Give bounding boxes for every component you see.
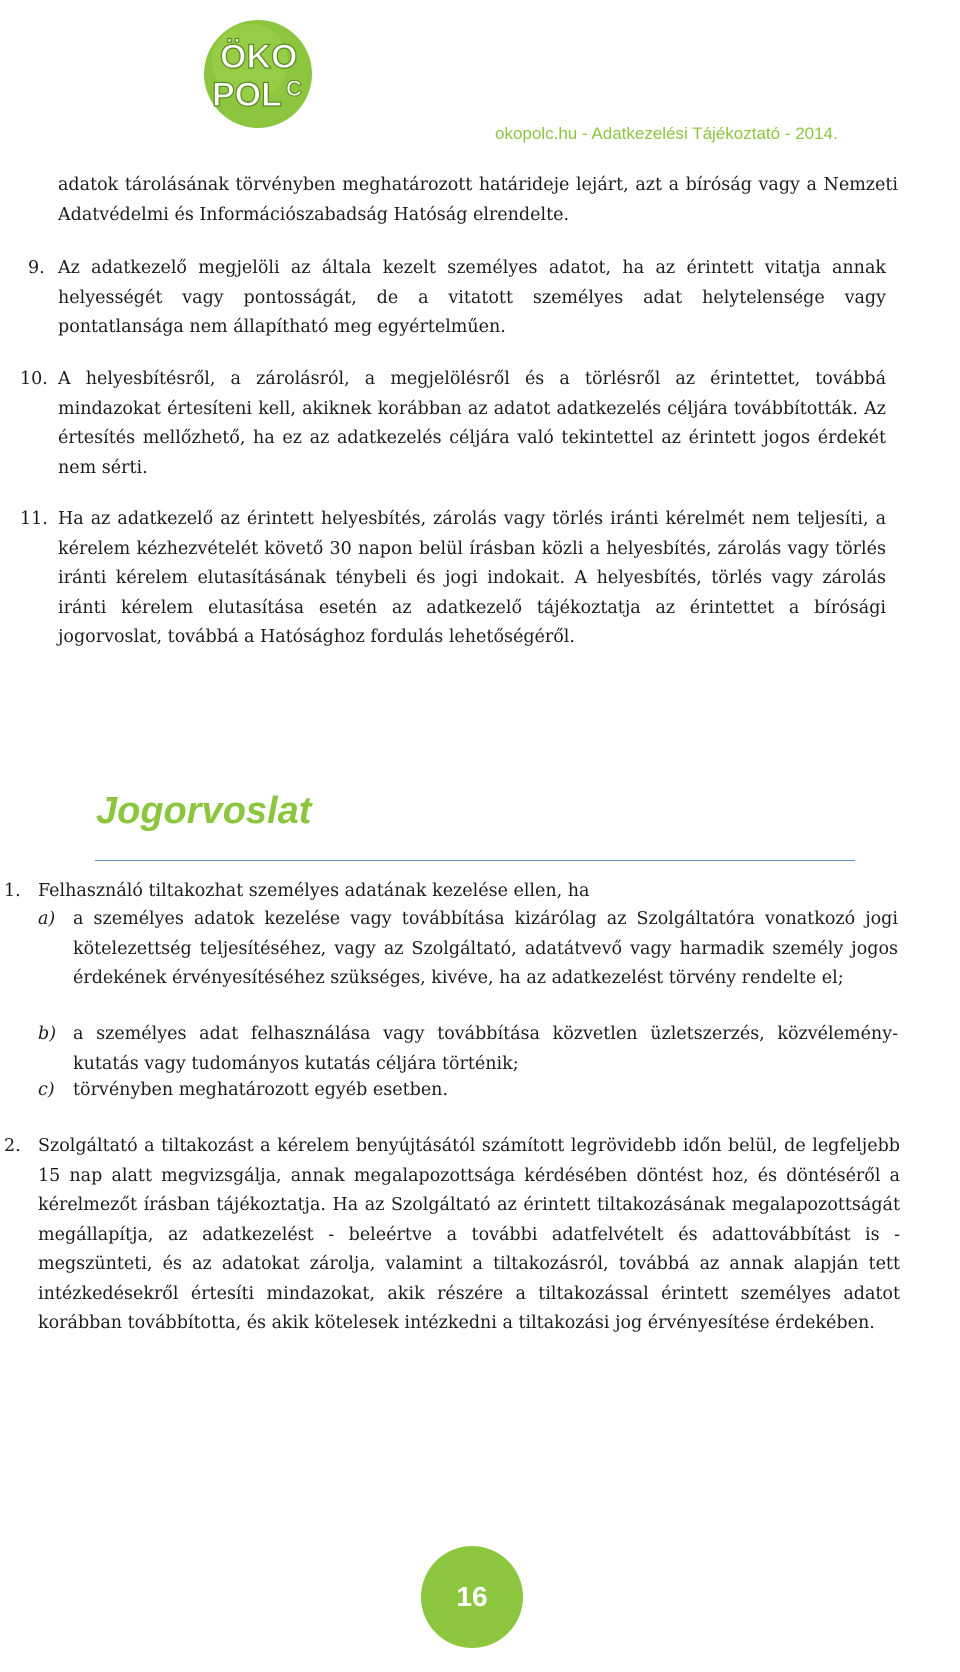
okopolc-logo [190, 18, 332, 130]
subitem-letter: b) [38, 1024, 57, 1044]
title-underline [95, 860, 855, 861]
header-title: okopolc.hu - Adatkezelési Tájékoztató - 2014. [495, 124, 838, 143]
subitem-letter: c) [38, 1080, 55, 1100]
subitem-text: a személyes adat felhasználása vagy továbbítása közvetlen üzletszerzés, közvélemény-kutatás vagy tudományos kutatás céljára történik; [73, 1024, 898, 1074]
item-number: 2. [4, 1136, 21, 1156]
list-item-text: Az adatkezelő megjelöli az általa kezelt személyes adatot, ha az érintett vitatja annak helyességét vagy pontosságát, de a vitatott személyes adat helytelensége vagy pontatlansága nem állapítható meg egyértelműen. [58, 258, 886, 337]
list-item-text: Ha az adatkezelő az érintett helyesbítés, zárolás vagy törlés iránti kérelmét nem teljesíti, a kérelem kézhezvételét követő 30 napon belül írásban közli a helyesbítés, zárolás vagy törlés iránti kérelem elutasításának ténybeli és jogi indokait. A helyesbítés, törlés vagy zárolás iránti kérelem elutasítása esetén az adatkezelő tájékoztatja az érintettet a bírósági jogorvoslat, továbbá a Hatósághoz fordulás lehetőségéről. [58, 509, 886, 647]
item-number: 11. [20, 509, 48, 529]
list-item-text: Felhasználó tiltakozhat személyes adatának kezelése ellen, ha [38, 881, 590, 901]
page-number: 16 [456, 1581, 488, 1612]
list-item-text: Szolgáltató a tiltakozást a kérelem benyújtásától számított legrövidebb időn belül, de legfeljebb 15 nap alatt megvizsgálja, annak megalapozottsága kérdésében döntést hoz, és döntéséről a kérelmezőt írásban tájékoztatja. Ha az Szolgáltató az érintett tiltakozásának megalapozottságát megállapítja, az adatkezelést - beleértve a további adatfelvételt és adattovábbítást is - megszünteti, és az adatokat zárolja, valamint a tiltakozásról, továbbá az annak alapján tett intézkedésekről értesíti mindazokat, akik részére a tiltakozással érintett személyes adatot korábban továbbította, és akik kötelesek intézkedni a tiltakozási jog érvényesítése érdekében. [38, 1136, 900, 1333]
section-title: Jogorvoslat [96, 790, 312, 832]
page-number-badge [421, 1546, 523, 1648]
subitem-text: törvényben meghatározott egyéb esetben. [73, 1080, 449, 1100]
item-number: 1. [4, 881, 21, 901]
svg-text:C: C [286, 76, 302, 101]
subitem-letter: a) [38, 909, 56, 929]
svg-text:POL: POL [212, 76, 282, 114]
item-number: 9. [28, 258, 45, 278]
item-number: 10. [20, 369, 48, 389]
subitem-text: a személyes adatok kezelése vagy továbbítása kizárólag az Szolgáltatóra vonatkozó jogi kötelezettség teljesítéséhez, vagy az Szolgáltató, adatátvevő vagy harmadik személy jogos érdekének érvényesítéséhez szükséges, kivéve, ha az adatkezelést törvény rendelte el; [73, 909, 898, 988]
svg-text:ÖKO: ÖKO [220, 38, 298, 76]
list-item-text: A helyesbítésről, a zárolásról, a megjelölésről és a törlésről az érintettet, továbbá mindazokat értesíteni kell, akiknek korábban az adatot adatkezelés céljára továbbították. Az értesítés mellőzhető, ha ez az adatkezelés céljára való tekintettel az érintett jogos érdekét nem sérti. [58, 369, 886, 478]
intro-paragraph: adatok tárolásának törvényben meghatározott határideje lejárt, azt a bíróság vagy a Nemzeti Adatvédelmi és Információszabadság Hatóság elrendelte. [58, 175, 898, 225]
